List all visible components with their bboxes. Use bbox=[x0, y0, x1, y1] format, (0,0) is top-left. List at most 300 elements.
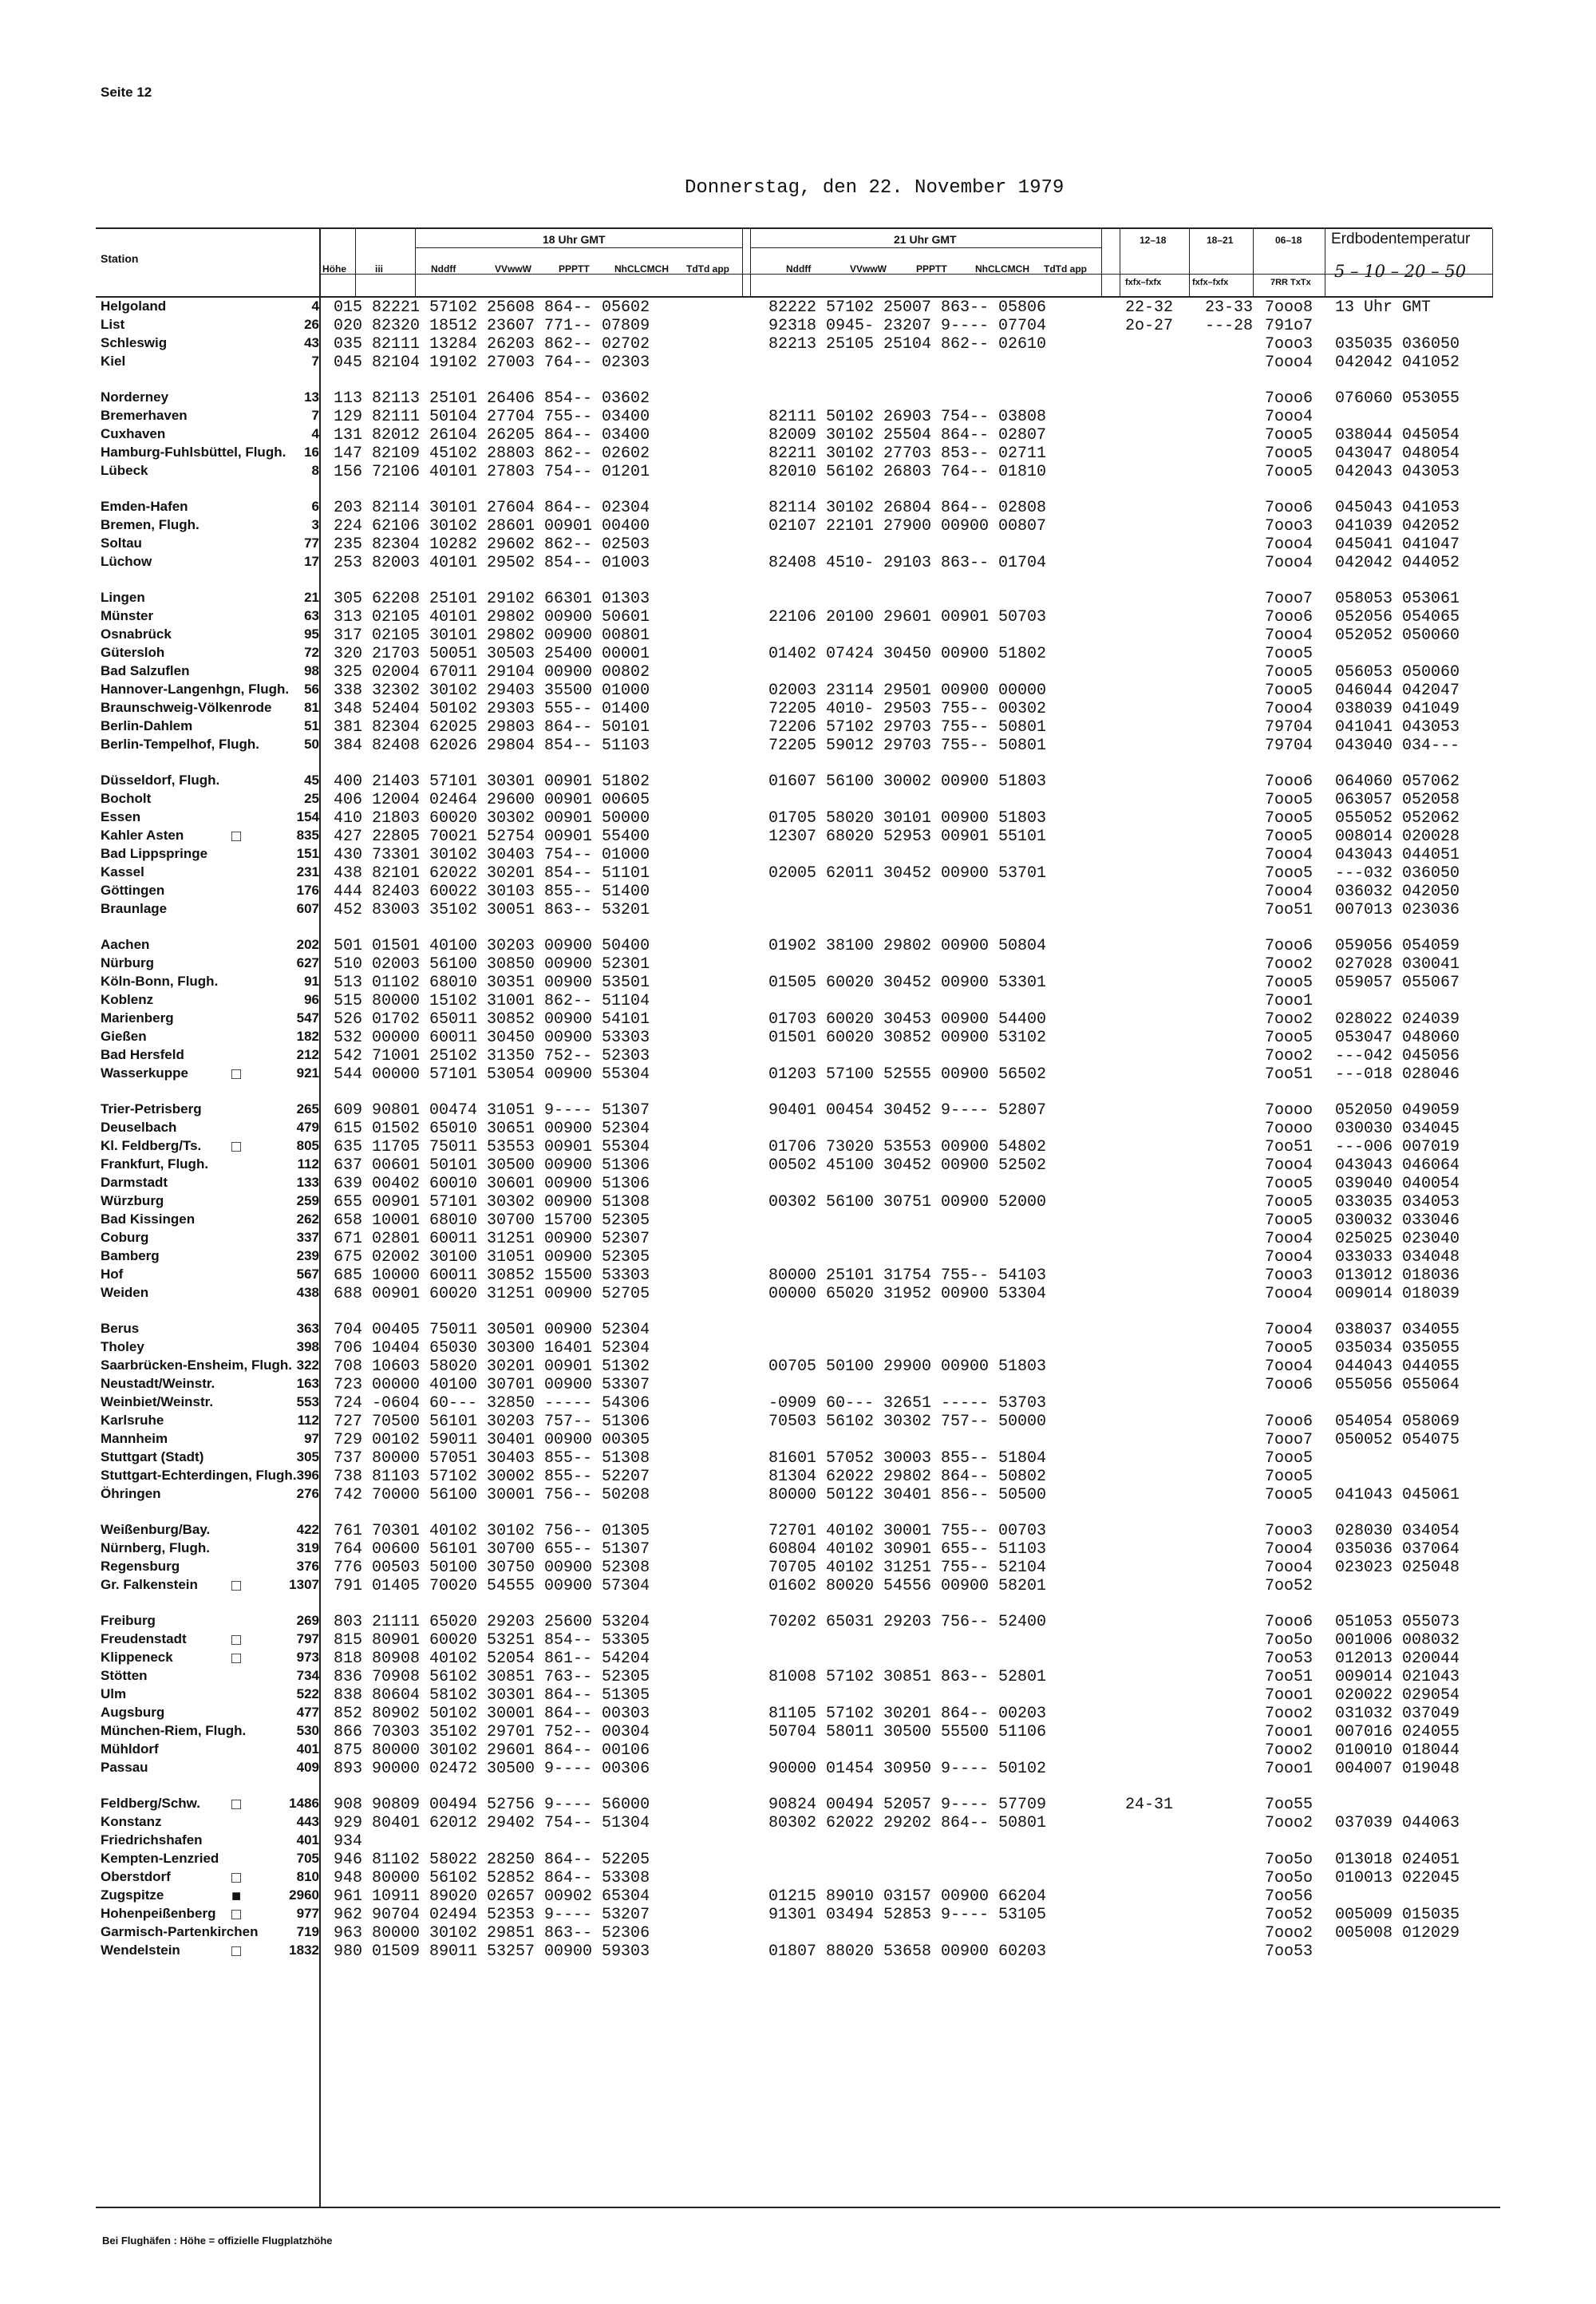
station-name: Hohenpeißenberg bbox=[101, 1906, 216, 1921]
station-height: 98 bbox=[304, 663, 319, 678]
table-row bbox=[0, 1760, 1596, 1778]
obs-18-gmt: 893 90000 02472 30500 9---- 00306 bbox=[334, 1760, 650, 1778]
obs-18-gmt: 313 02105 40101 29802 00900 50601 bbox=[334, 608, 650, 626]
soil-temperature: 009014 021043 bbox=[1335, 1668, 1460, 1686]
period-06-18-value: 7ooo5 bbox=[1265, 791, 1314, 809]
obs-21-gmt: 00302 56100 30751 00900 52000 bbox=[768, 1193, 1047, 1211]
obs-21-gmt: 91301 03494 52853 9---- 53105 bbox=[768, 1906, 1047, 1924]
table-row bbox=[0, 1796, 1596, 1814]
station-name: Bremerhaven bbox=[101, 408, 188, 423]
station-height: 8 bbox=[311, 463, 319, 478]
obs-18-gmt: 147 82109 45102 28803 862-- 02602 bbox=[334, 445, 650, 463]
obs-18-gmt: 818 80908 40102 52054 861-- 54204 bbox=[334, 1650, 650, 1668]
header-hoehe: Höhe bbox=[322, 263, 346, 275]
header-period-18-21: 18–21 bbox=[1207, 235, 1234, 246]
station-name: Soltau bbox=[101, 535, 142, 551]
period-06-18-value: 7ooo6 bbox=[1265, 1376, 1314, 1394]
soil-temperature: 064060 057062 bbox=[1335, 773, 1460, 791]
period-06-18-value: 7ooo5 bbox=[1265, 682, 1314, 700]
station-name: Göttingen bbox=[101, 883, 165, 898]
soil-temperature: 056053 050060 bbox=[1335, 663, 1460, 682]
obs-21-gmt: 82408 4510- 29103 863-- 01704 bbox=[768, 554, 1047, 572]
station-height: 26 bbox=[304, 317, 319, 332]
obs-18-gmt: 400 21403 57101 30301 00901 51802 bbox=[334, 773, 650, 791]
obs-21-gmt: 00502 45100 30452 00900 52502 bbox=[768, 1156, 1047, 1175]
table-row bbox=[0, 1832, 1596, 1851]
station-name: Oberstdorf bbox=[101, 1869, 171, 1884]
period-06-18-value: 7ooo4 bbox=[1265, 1285, 1314, 1303]
obs-21-gmt: 82222 57102 25007 863-- 05806 bbox=[768, 298, 1047, 317]
period-06-18-value: 7ooo4 bbox=[1265, 1358, 1314, 1376]
station-name: Neustadt/Weinstr. bbox=[101, 1376, 215, 1391]
station-name: Mannheim bbox=[101, 1431, 168, 1446]
soil-temperature: 045041 041047 bbox=[1335, 535, 1460, 554]
header-col18-2: PPPTT bbox=[559, 263, 590, 275]
period-06-18-value: 7oooo bbox=[1265, 1101, 1314, 1120]
station-height: 553 bbox=[296, 1394, 319, 1409]
station-name: Wasserkuppe bbox=[101, 1065, 188, 1081]
period-06-18-value: 7ooo1 bbox=[1265, 1686, 1314, 1705]
obs-18-gmt: 320 21703 50051 30503 25400 00001 bbox=[334, 645, 650, 663]
table-row bbox=[0, 1358, 1596, 1376]
soil-temperature: 033033 034048 bbox=[1335, 1248, 1460, 1267]
header-col18-3: NhCLCMCH bbox=[614, 263, 669, 275]
obs-18-gmt: 791 01405 70020 54555 00900 57304 bbox=[334, 1577, 650, 1595]
obs-21-gmt: 01703 60020 30453 00900 54400 bbox=[768, 1010, 1047, 1029]
station-height: 530 bbox=[296, 1723, 319, 1738]
table-row bbox=[0, 645, 1596, 663]
station-height: 96 bbox=[304, 992, 319, 1007]
mountain-marker: □ bbox=[231, 1650, 242, 1667]
period-06-18-value: 7ooo5 bbox=[1265, 663, 1314, 682]
table-row bbox=[0, 1230, 1596, 1248]
mountain-marker: □ bbox=[231, 1796, 242, 1813]
period-06-18-value: 7ooo4 bbox=[1265, 846, 1314, 864]
station-height: 973 bbox=[296, 1650, 319, 1665]
station-height: 7 bbox=[311, 408, 319, 423]
station-name: Weißenburg/Bay. bbox=[101, 1522, 211, 1537]
station-height: 151 bbox=[296, 846, 319, 861]
station-name: Bremen, Flugh. bbox=[101, 517, 200, 532]
station-name: Bamberg bbox=[101, 1248, 160, 1263]
table-row bbox=[0, 463, 1596, 481]
station-name: Kahler Asten bbox=[101, 828, 184, 843]
period-06-18-value: 7ooo1 bbox=[1265, 1723, 1314, 1741]
soil-temperature: 025025 023040 bbox=[1335, 1230, 1460, 1248]
station-name: Braunschweig-Völkenrode bbox=[101, 700, 272, 715]
header-erdbodentemperatur: Erdbodentemperatur bbox=[1331, 231, 1471, 247]
obs-21-gmt: 60804 40102 30901 655-- 51103 bbox=[768, 1540, 1047, 1559]
soil-temperature: 038044 045054 bbox=[1335, 426, 1460, 445]
table-row bbox=[0, 1156, 1596, 1175]
station-name: Trier-Petrisberg bbox=[101, 1101, 202, 1116]
obs-18-gmt: 430 73301 30102 30403 754-- 01000 bbox=[334, 846, 650, 864]
obs-18-gmt: 501 01501 40100 30203 00900 50400 bbox=[334, 937, 650, 955]
period-06-18-value: 7ooo2 bbox=[1265, 1814, 1314, 1832]
station-name: Mühldorf bbox=[101, 1741, 159, 1757]
period-06-18-value: 7ooo5 bbox=[1265, 809, 1314, 828]
soil-temperature: 001006 008032 bbox=[1335, 1631, 1460, 1650]
header-col21-0: Nddff bbox=[786, 263, 812, 275]
obs-18-gmt: 866 70303 35102 29701 752-- 00304 bbox=[334, 1723, 650, 1741]
station-name: Helgoland bbox=[101, 298, 167, 314]
station-height: 7 bbox=[311, 354, 319, 369]
table-row bbox=[0, 626, 1596, 645]
header-period-12-18: 12–18 bbox=[1140, 235, 1167, 246]
table-row bbox=[0, 317, 1596, 335]
period-06-18-value: 7ooo5 bbox=[1265, 1339, 1314, 1358]
soil-temperature: 005009 015035 bbox=[1335, 1906, 1460, 1924]
station-height: 56 bbox=[304, 682, 319, 697]
soil-temperature: 058053 053061 bbox=[1335, 590, 1460, 608]
table-row bbox=[0, 298, 1596, 317]
station-height: 322 bbox=[296, 1358, 319, 1373]
obs-18-gmt: 658 10001 68010 30700 15700 52305 bbox=[334, 1211, 650, 1230]
station-height: 51 bbox=[304, 718, 319, 733]
period-06-18-value: 7ooo1 bbox=[1265, 1760, 1314, 1778]
station-name: Freudenstadt bbox=[101, 1631, 187, 1646]
obs-18-gmt: 723 00000 40100 30701 00900 53307 bbox=[334, 1376, 650, 1394]
obs-18-gmt: 961 10911 89020 02657 00902 65304 bbox=[334, 1887, 650, 1906]
table-row bbox=[0, 1267, 1596, 1285]
obs-18-gmt: 526 01702 65011 30852 00900 54101 bbox=[334, 1010, 650, 1029]
table-row bbox=[0, 1101, 1596, 1120]
obs-21-gmt: 82114 30102 26804 864-- 02808 bbox=[768, 499, 1047, 517]
soil-temperature: 059056 054059 bbox=[1335, 937, 1460, 955]
station-height: 269 bbox=[296, 1613, 319, 1628]
station-height: 4 bbox=[311, 426, 319, 441]
header-erdboden-depths: 5 – 10 – 20 – 50 bbox=[1334, 262, 1467, 281]
obs-21-gmt: 80000 50122 30401 856-- 50500 bbox=[768, 1486, 1047, 1504]
station-height: 72 bbox=[304, 645, 319, 660]
table-row bbox=[0, 426, 1596, 445]
obs-21-gmt: 01607 56100 30002 00900 51803 bbox=[768, 773, 1047, 791]
table-row bbox=[0, 1394, 1596, 1413]
period-12-18-value: 22-32 bbox=[1125, 298, 1174, 317]
soil-temperature: 043047 048054 bbox=[1335, 445, 1460, 463]
station-height: 81 bbox=[304, 700, 319, 715]
header-col18-0: Nddff bbox=[431, 263, 456, 275]
station-height: 112 bbox=[297, 1156, 319, 1172]
mountain-marker: □ bbox=[231, 828, 242, 845]
soil-temperature: 042043 043053 bbox=[1335, 463, 1460, 481]
obs-18-gmt: 724 -0604 60--- 32850 ----- 54306 bbox=[334, 1394, 650, 1413]
station-name: Deuselbach bbox=[101, 1120, 177, 1135]
station-name: Bad Salzuflen bbox=[101, 663, 190, 678]
table-row bbox=[0, 1906, 1596, 1924]
station-height: 977 bbox=[296, 1906, 319, 1921]
obs-18-gmt: 980 01509 89011 53257 00900 59303 bbox=[334, 1942, 650, 1961]
station-height: 719 bbox=[296, 1924, 319, 1939]
station-name: Saarbrücken-Ensheim, Flugh. bbox=[101, 1358, 292, 1373]
table-row bbox=[0, 901, 1596, 919]
obs-21-gmt: 01902 38100 29802 00900 50804 bbox=[768, 937, 1047, 955]
station-height: 182 bbox=[296, 1029, 319, 1044]
station-height: 422 bbox=[296, 1522, 319, 1537]
header-col21-3: NhCLCMCH bbox=[975, 263, 1029, 275]
station-height: 607 bbox=[296, 901, 319, 916]
period-12-18-value: 2o-27 bbox=[1125, 317, 1174, 335]
period-06-18-value: 7oo51 bbox=[1265, 1138, 1314, 1156]
obs-21-gmt: 72205 59012 29703 755-- 50801 bbox=[768, 737, 1047, 755]
station-height: 4 bbox=[311, 298, 319, 314]
period-06-18-value: 7ooo4 bbox=[1265, 883, 1314, 901]
station-height: 43 bbox=[304, 335, 319, 350]
obs-21-gmt: 00705 50100 29900 00900 51803 bbox=[768, 1358, 1047, 1376]
obs-18-gmt: 929 80401 62012 29402 754-- 51304 bbox=[334, 1814, 650, 1832]
station-height: 276 bbox=[296, 1486, 319, 1501]
period-06-18-value: 7ooo4 bbox=[1265, 1321, 1314, 1339]
period-06-18-value: 7ooo4 bbox=[1265, 1248, 1314, 1267]
soil-temperature: 010010 018044 bbox=[1335, 1741, 1460, 1760]
mountain-marker: □ bbox=[231, 1906, 242, 1923]
obs-18-gmt: 381 82304 62025 29803 864-- 50101 bbox=[334, 718, 650, 737]
station-height: 97 bbox=[304, 1431, 319, 1446]
obs-18-gmt: 129 82111 50104 27704 755-- 03400 bbox=[334, 408, 650, 426]
station-height: 16 bbox=[304, 445, 319, 460]
period-06-18-value: 7ooo4 bbox=[1265, 626, 1314, 645]
soil-temperature: 033035 034053 bbox=[1335, 1193, 1460, 1211]
soil-temperature: 042042 044052 bbox=[1335, 554, 1460, 572]
station-name: Kassel bbox=[101, 864, 144, 879]
soil-temperature: 045043 041053 bbox=[1335, 499, 1460, 517]
obs-21-gmt: 01203 57100 52555 00900 56502 bbox=[768, 1065, 1047, 1084]
obs-18-gmt: 727 70500 56101 30203 757-- 51306 bbox=[334, 1413, 650, 1431]
obs-18-gmt: 203 82114 30101 27604 864-- 02304 bbox=[334, 499, 650, 517]
period-06-18-value: 7ooo5 bbox=[1265, 1449, 1314, 1468]
obs-18-gmt: 444 82403 60022 30103 855-- 51400 bbox=[334, 883, 650, 901]
soil-temperature: 036032 042050 bbox=[1335, 883, 1460, 901]
station-height: 154 bbox=[296, 809, 319, 824]
station-height: 409 bbox=[296, 1760, 319, 1775]
obs-18-gmt: 776 00503 50100 30750 00900 52308 bbox=[334, 1559, 650, 1577]
station-name: Koblenz bbox=[101, 992, 154, 1007]
station-height: 734 bbox=[296, 1668, 319, 1683]
table-row bbox=[0, 1175, 1596, 1193]
obs-21-gmt: 81601 57052 30003 855-- 51804 bbox=[768, 1449, 1047, 1468]
period-06-18-value: 7oo53 bbox=[1265, 1942, 1314, 1961]
table-row bbox=[0, 992, 1596, 1010]
obs-18-gmt: 685 10000 60011 30852 15500 53303 bbox=[334, 1267, 650, 1285]
period-06-18-value: 7ooo7 bbox=[1265, 590, 1314, 608]
station-name: Weinbiet/Weinstr. bbox=[101, 1394, 214, 1409]
soil-temperature: 059057 055067 bbox=[1335, 974, 1460, 992]
period-06-18-value: 7ooo8 bbox=[1265, 298, 1314, 317]
obs-18-gmt: 348 52404 50102 29303 555-- 01400 bbox=[334, 700, 650, 718]
mountain-marker: □ bbox=[231, 1577, 242, 1595]
period-06-18-value: 7ooo5 bbox=[1265, 445, 1314, 463]
obs-21-gmt: 82211 30102 27703 853-- 02711 bbox=[768, 445, 1047, 463]
table-row bbox=[0, 1723, 1596, 1741]
period-06-18-value: 7ooo5 bbox=[1265, 645, 1314, 663]
obs-18-gmt: 875 80000 30102 29601 864-- 00106 bbox=[334, 1741, 650, 1760]
obs-21-gmt: 82111 50102 26903 754-- 03808 bbox=[768, 408, 1047, 426]
soil-temperature: 050052 054075 bbox=[1335, 1431, 1460, 1449]
obs-18-gmt: 156 72106 40101 27803 754-- 01201 bbox=[334, 463, 650, 481]
station-name: Köln-Bonn, Flugh. bbox=[101, 974, 219, 989]
obs-18-gmt: 609 90801 00474 31051 9---- 51307 bbox=[334, 1101, 650, 1120]
station-name: Berlin-Dahlem bbox=[101, 718, 193, 733]
period-06-18-value: 7ooo4 bbox=[1265, 1559, 1314, 1577]
period-06-18-value: 7ooo4 bbox=[1265, 1156, 1314, 1175]
station-name: Cuxhaven bbox=[101, 426, 166, 441]
table-row bbox=[0, 1559, 1596, 1577]
table-row bbox=[0, 1942, 1596, 1961]
obs-18-gmt: 224 62106 30102 28601 00901 00400 bbox=[334, 517, 650, 535]
table-row bbox=[0, 1741, 1596, 1760]
soil-temperature: 041043 045061 bbox=[1335, 1486, 1460, 1504]
soil-temperature: 076060 053055 bbox=[1335, 389, 1460, 408]
obs-18-gmt: 671 02801 60011 31251 00900 52307 bbox=[334, 1230, 650, 1248]
soil-temperature: 030032 033046 bbox=[1335, 1211, 1460, 1230]
obs-18-gmt: 963 80000 30102 29851 863-- 52306 bbox=[334, 1924, 650, 1942]
table-row bbox=[0, 608, 1596, 626]
station-height: 305 bbox=[296, 1449, 319, 1464]
obs-21-gmt: 50704 58011 30500 55500 51106 bbox=[768, 1723, 1047, 1741]
table-row bbox=[0, 809, 1596, 828]
obs-21-gmt: 22106 20100 29601 00901 50703 bbox=[768, 608, 1047, 626]
table-row bbox=[0, 1540, 1596, 1559]
period-06-18-value: 7ooo4 bbox=[1265, 700, 1314, 718]
obs-18-gmt: 675 02002 30100 31051 00900 52305 bbox=[334, 1248, 650, 1267]
table-row bbox=[0, 554, 1596, 572]
period-06-18-value: 7ooo2 bbox=[1265, 955, 1314, 974]
period-06-18-value: 7ooo5 bbox=[1265, 828, 1314, 846]
soil-temperature: 035035 036050 bbox=[1335, 335, 1460, 354]
station-name: Marienberg bbox=[101, 1010, 174, 1026]
period-06-18-value: 7ooo5 bbox=[1265, 1193, 1314, 1211]
station-name: Nürnberg, Flugh. bbox=[101, 1540, 210, 1555]
obs-21-gmt: 02003 23114 29501 00900 00000 bbox=[768, 682, 1047, 700]
obs-18-gmt: 738 81103 57102 30002 855-- 52207 bbox=[334, 1468, 650, 1486]
soil-temperature: 039040 040054 bbox=[1335, 1175, 1460, 1193]
obs-18-gmt: 305 62208 25101 29102 66301 01303 bbox=[334, 590, 650, 608]
obs-21-gmt: 72205 4010- 29503 755-- 00302 bbox=[768, 700, 1047, 718]
obs-18-gmt: 452 83003 35102 30051 863-- 53201 bbox=[334, 901, 650, 919]
obs-21-gmt: 72206 57102 29703 755-- 50801 bbox=[768, 718, 1047, 737]
obs-18-gmt: 544 00000 57101 53054 00900 55304 bbox=[334, 1065, 650, 1084]
table-row bbox=[0, 773, 1596, 791]
station-height: 45 bbox=[304, 773, 319, 788]
period-18-21-value: ---28 bbox=[1205, 317, 1254, 335]
soil-temperature: 055052 052062 bbox=[1335, 809, 1460, 828]
soil-temperature: 043043 046064 bbox=[1335, 1156, 1460, 1175]
obs-18-gmt: 513 01102 68010 30351 00900 53501 bbox=[334, 974, 650, 992]
obs-18-gmt: 384 82408 62026 29804 854-- 51103 bbox=[334, 737, 650, 755]
obs-21-gmt: 01501 60020 30852 00900 53102 bbox=[768, 1029, 1047, 1047]
soil-temperature: 005008 012029 bbox=[1335, 1924, 1460, 1942]
station-height: 337 bbox=[296, 1230, 319, 1245]
station-height: 50 bbox=[304, 737, 319, 752]
table-row bbox=[0, 499, 1596, 517]
obs-21-gmt: 82009 30102 25504 864-- 02807 bbox=[768, 426, 1047, 445]
table-row bbox=[0, 1869, 1596, 1887]
soil-temperature: 030030 034045 bbox=[1335, 1120, 1460, 1138]
table-row bbox=[0, 1924, 1596, 1942]
soil-temperature: 052056 054065 bbox=[1335, 608, 1460, 626]
station-name: Tholey bbox=[101, 1339, 144, 1354]
table-row bbox=[0, 1851, 1596, 1869]
obs-21-gmt: 81105 57102 30201 864-- 00203 bbox=[768, 1705, 1047, 1723]
obs-18-gmt: 761 70301 40102 30102 756-- 01305 bbox=[334, 1522, 650, 1540]
period-06-18-value: 7ooo5 bbox=[1265, 974, 1314, 992]
obs-18-gmt: 764 00600 56101 30700 655-- 51307 bbox=[334, 1540, 650, 1559]
station-name: Feldberg/Schw. bbox=[101, 1796, 201, 1811]
station-name: Gießen bbox=[101, 1029, 147, 1044]
header-station: Station bbox=[101, 252, 139, 265]
period-06-18-value: 7ooo5 bbox=[1265, 1468, 1314, 1486]
obs-21-gmt: 01705 58020 30101 00900 51803 bbox=[768, 809, 1047, 828]
station-name: Berus bbox=[101, 1321, 140, 1336]
obs-21-gmt: 12307 68020 52953 00901 55101 bbox=[768, 828, 1047, 846]
table-row bbox=[0, 408, 1596, 426]
mountain-marker: □ bbox=[231, 1631, 242, 1649]
obs-18-gmt: 532 00000 60011 30450 00900 53303 bbox=[334, 1029, 650, 1047]
page-label: Seite 12 bbox=[101, 85, 152, 100]
obs-18-gmt: 838 80604 58102 30301 864-- 51305 bbox=[334, 1686, 650, 1705]
obs-18-gmt: 962 90704 02494 52353 9---- 53207 bbox=[334, 1906, 650, 1924]
table-row bbox=[0, 682, 1596, 700]
period-06-18-value: 7ooo6 bbox=[1265, 937, 1314, 955]
station-name: Osnabrück bbox=[101, 626, 172, 642]
period-06-18-value: 7ooo7 bbox=[1265, 1431, 1314, 1449]
mountain-marker: □ bbox=[231, 1942, 242, 1960]
station-height: 376 bbox=[296, 1559, 319, 1574]
period-06-18-value: 7ooo4 bbox=[1265, 1540, 1314, 1559]
period-06-18-value: 7ooo3 bbox=[1265, 1267, 1314, 1285]
obs-21-gmt: 90824 00494 52057 9---- 57709 bbox=[768, 1796, 1047, 1814]
station-name: Augsburg bbox=[101, 1705, 165, 1720]
period-06-18-value: 7ooo2 bbox=[1265, 1010, 1314, 1029]
footnote: Bei Flughäfen : Höhe = offizielle Flugplatzhöhe bbox=[102, 2235, 333, 2247]
soil-temperature: 031032 037049 bbox=[1335, 1705, 1460, 1723]
station-height: 319 bbox=[296, 1540, 319, 1555]
header-col18-4: TdTd app bbox=[686, 263, 729, 275]
station-name: Bocholt bbox=[101, 791, 152, 806]
obs-21-gmt: 01402 07424 30450 00900 51802 bbox=[768, 645, 1047, 663]
table-row bbox=[0, 937, 1596, 955]
obs-18-gmt: 655 00901 57101 30302 00900 51308 bbox=[334, 1193, 650, 1211]
soil-temperature: 008014 020028 bbox=[1335, 828, 1460, 846]
obs-21-gmt: 81008 57102 30851 863-- 52801 bbox=[768, 1668, 1047, 1686]
table-row bbox=[0, 955, 1596, 974]
station-name: Regensburg bbox=[101, 1559, 180, 1574]
table-row bbox=[0, 335, 1596, 354]
mountain-marker: ■ bbox=[231, 1887, 242, 1905]
period-06-18-value: 7ooo5 bbox=[1265, 1486, 1314, 1504]
period-06-18-value: 791o7 bbox=[1265, 317, 1314, 335]
table-row bbox=[0, 883, 1596, 901]
period-06-18-value: 7ooo5 bbox=[1265, 426, 1314, 445]
station-height: 401 bbox=[296, 1832, 319, 1848]
soil-temperature: 013018 024051 bbox=[1335, 1851, 1460, 1869]
obs-18-gmt: 406 12004 02464 29600 00901 00605 bbox=[334, 791, 650, 809]
table-row bbox=[0, 700, 1596, 718]
soil-temperature: 038039 041049 bbox=[1335, 700, 1460, 718]
station-name: Freiburg bbox=[101, 1613, 156, 1628]
obs-18-gmt: 045 82104 19102 27003 764-- 02303 bbox=[334, 354, 650, 372]
period-06-18-value: 7ooo5 bbox=[1265, 1029, 1314, 1047]
obs-21-gmt: 70503 56102 30302 757-- 50000 bbox=[768, 1413, 1047, 1431]
period-06-18-value: 7oo53 bbox=[1265, 1650, 1314, 1668]
station-name: Garmisch-Partenkirchen bbox=[101, 1924, 259, 1939]
obs-18-gmt: 908 90809 00494 52756 9---- 56000 bbox=[334, 1796, 650, 1814]
soil-temperature: 009014 018039 bbox=[1335, 1285, 1460, 1303]
table-row bbox=[0, 1339, 1596, 1358]
station-name: Aachen bbox=[101, 937, 150, 952]
date-title: Donnerstag, den 22. November 1979 bbox=[685, 177, 1065, 199]
soil-temperature: 042042 041052 bbox=[1335, 354, 1460, 372]
